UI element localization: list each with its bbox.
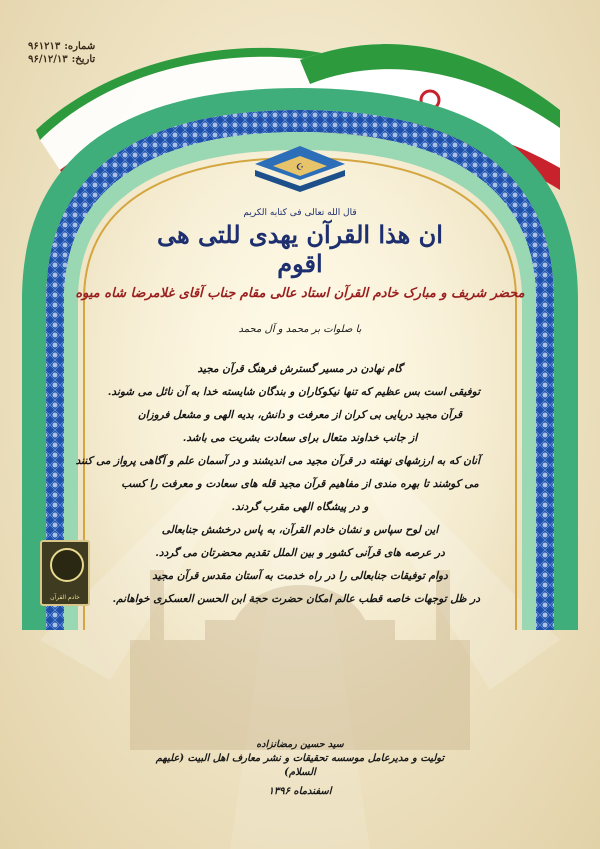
quran-book-emblem-icon: [245, 140, 355, 210]
body-line: از جانب خداوند متعال برای سعادت بشریت می باشد.: [182, 432, 418, 444]
recipient-title: محضر شریف و مبارک خادم القرآن استاد عالی مقام جناب آقای غلامرضا شاه میوه: [75, 286, 525, 301]
body-line: در عرصه های قرآنی کشور و بین الملل تقدیم محضرتان می گردد.: [155, 547, 445, 559]
quran-verse: [150, 208, 450, 278]
signature-block: [140, 738, 460, 797]
body-line: آنان که به ارزشهای نهفته در قرآن مجید می اندیشند و در آسمان علم و آگاهی پرواز می کنند: [75, 455, 480, 467]
body-line: و در پیشگاه الهی مقرب گردند.: [231, 501, 369, 513]
body-line: توفیقی است بس عظیم که تنها نیکوکاران و بندگان شایسته خدا به آن نائل می شوند.: [107, 386, 480, 398]
document-number: شماره: ۹۶۱۲۱۳: [28, 41, 96, 52]
certificate-body: [75, 358, 480, 611]
document-meta: [28, 40, 95, 66]
body-line: دوام توفیقات جنابعالی را در راه خدمت به آستان مقدس قرآن مجید: [152, 570, 448, 582]
verse-text: ان هذا القرآن یهدی للتی هی اقوم: [157, 220, 443, 278]
document-date: تاریخ: ۹۶/۱۲/۱۳: [28, 54, 96, 65]
signatory-position: تولیت و مدیرعامل موسسه تحقیقات و نشر معارف اهل البیت (علیهم السلام): [155, 753, 445, 778]
khadem-quran-medal-icon: [40, 540, 90, 606]
body-line: می کوشند تا بهره مندی از مفاهیم قرآن مجید قله های سعادت و معرفت را کسب: [121, 478, 479, 490]
verse-intro: قال الله تعالی فی کتابه الکریم: [243, 208, 357, 218]
greeting: با صلوات بر محمد و آل محمد: [238, 324, 362, 335]
body-line: قرآن مجید دریایی بی کران از معرفت و دانش، بدیه الهی و مشعل فروزان: [137, 409, 463, 421]
signatory-name: سید حسین رمضانزاده: [256, 739, 344, 750]
medal-caption: خادم القرآن: [50, 594, 80, 601]
body-line: این لوح سپاس و نشان خادم القرآن، به پاس درخشش جنابعالی: [161, 524, 439, 536]
body-line: در ظل توجهات خاصه قطب عالم امکان حضرت حجة ابن الحسن العسکری خواهانم.: [112, 593, 480, 605]
medal-emblem: [50, 548, 84, 582]
svg-text:☪: ☪: [295, 163, 305, 173]
body-line: گام نهادن در مسیر گسترش فرهنگ قرآن مجید: [197, 363, 403, 375]
issue-date: اسفندماه ۱۳۹۶: [268, 786, 332, 797]
